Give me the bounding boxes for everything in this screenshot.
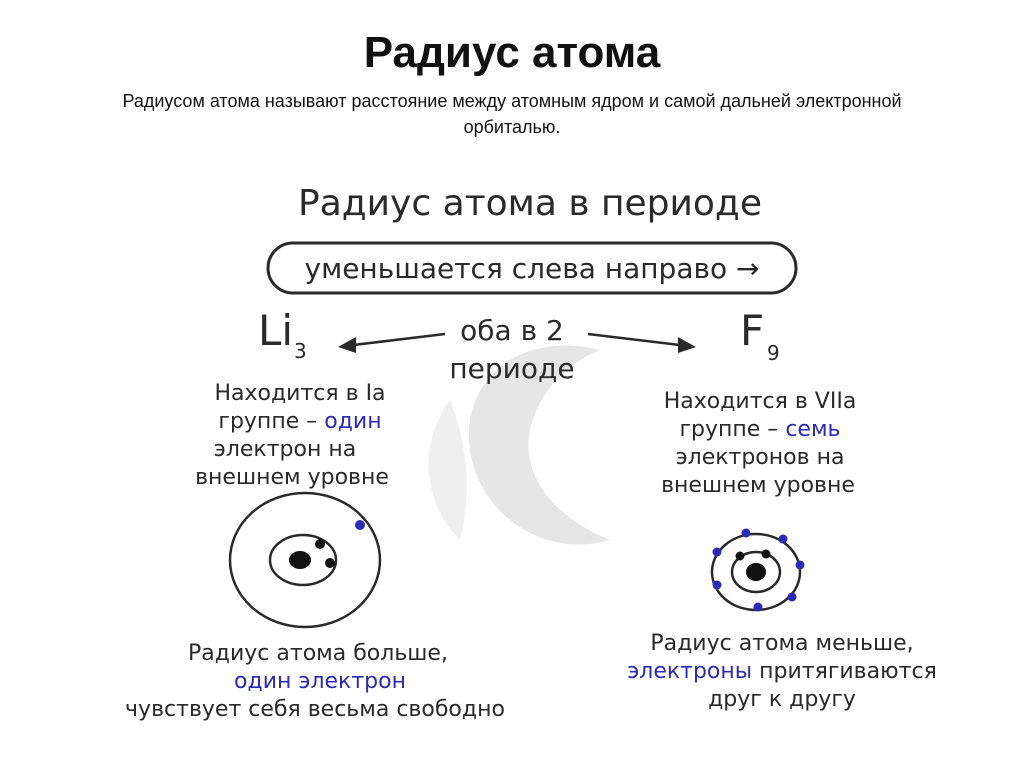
left-group-line3: электрон на <box>213 437 357 462</box>
slide-subtitle: Радиусом атома называют расстояние между атомным ядром и самой дальней электронной орбиталью. <box>122 91 902 137</box>
left-conclusion-line1: Радиус атома больше, <box>188 641 448 666</box>
right-group-text <box>661 389 856 498</box>
left-conclusion <box>125 641 505 722</box>
left-group-line1: Находится в Ia <box>214 381 386 406</box>
f-inner-electron <box>762 550 771 559</box>
right-element-symbol: F <box>740 306 765 355</box>
right-group-line1: Находится в VIIa <box>663 389 857 414</box>
right-conclusion-line3: друг к другу <box>708 687 856 712</box>
f-outer-electron <box>754 603 763 612</box>
fluorine-atom-model <box>712 529 805 612</box>
li-inner-electron <box>325 558 335 568</box>
f-nucleus <box>746 563 766 581</box>
left-conclusion-line2: один электрон <box>234 669 406 694</box>
f-outer-electron <box>742 529 751 538</box>
lithium-atom-model <box>230 493 380 627</box>
right-conclusion <box>627 631 937 712</box>
right-group-line2: группе – семь <box>679 417 841 442</box>
slide-title: Радиус атома <box>363 28 661 77</box>
f-outer-electron <box>713 581 722 590</box>
f-outer-electron <box>788 593 797 602</box>
trend-text: уменьшается слева направо → <box>304 252 760 285</box>
right-arrow <box>588 334 696 353</box>
left-group-text <box>195 381 389 490</box>
f-outer-electron <box>713 548 722 557</box>
period-note-line1: оба в 2 <box>460 314 564 347</box>
f-outer-electron <box>796 561 805 570</box>
right-group-line4: внешнем уровне <box>661 473 855 498</box>
right-conclusion-line2: электроны притягиваются <box>627 659 937 684</box>
left-group-line4: внешнем уровне <box>195 465 389 490</box>
left-element-number: 3 <box>294 339 307 363</box>
left-element-symbol: Li <box>258 306 294 355</box>
right-group-line3: электронов на <box>675 445 845 470</box>
left-group-line2: группе – один <box>218 409 382 434</box>
li-outer-electron <box>355 520 365 530</box>
li-nucleus <box>289 551 311 569</box>
right-conclusion-line1: Радиус атома меньше, <box>650 631 914 656</box>
left-arrow <box>338 334 445 353</box>
f-inner-electron <box>736 552 745 561</box>
diagram-heading: Радиус атома в периоде <box>298 183 762 224</box>
right-element-number: 9 <box>767 341 780 365</box>
left-conclusion-line3: чувствует себя весьма свободно <box>125 697 505 722</box>
li-inner-electron <box>315 539 325 549</box>
f-outer-electron <box>779 535 788 544</box>
period-note-line2: периоде <box>449 352 575 385</box>
